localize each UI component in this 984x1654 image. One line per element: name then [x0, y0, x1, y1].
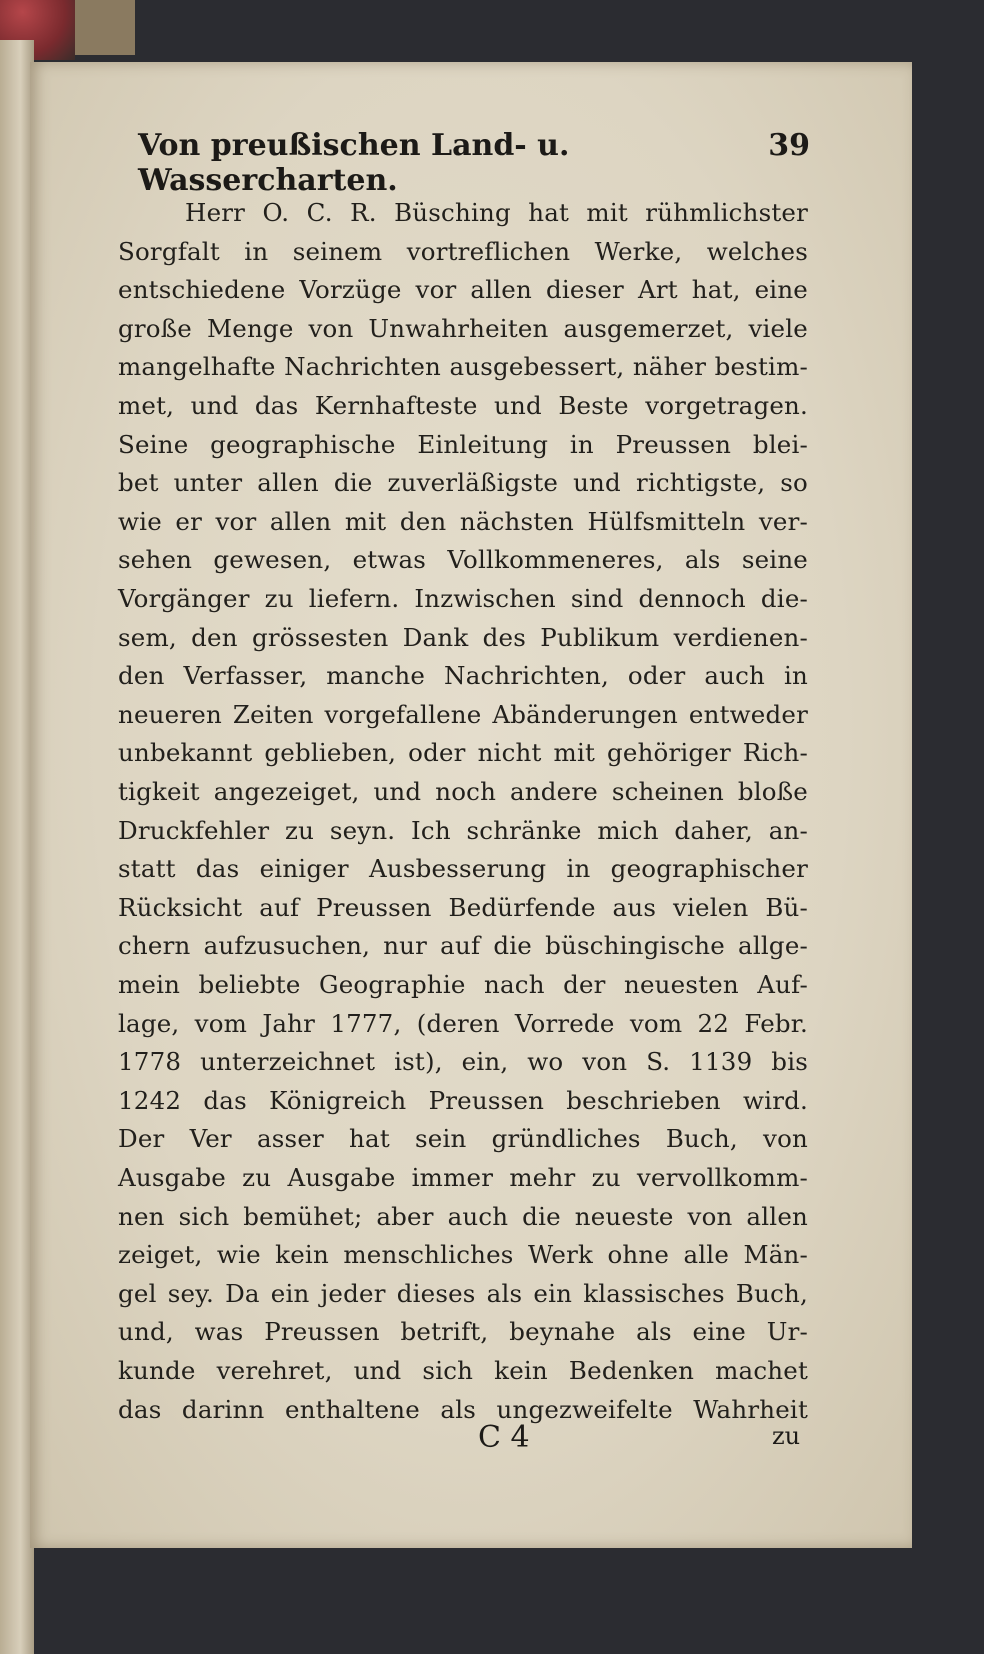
- text-line: mangelhafte Nachrichten ausgebessert, näher bestim-: [118, 352, 808, 382]
- text-line: sehen gewesen, etwas Vollkommeneres, als seine: [118, 545, 808, 575]
- text-line: 1242 das Königreich Preussen beschrieben wird.: [118, 1085, 808, 1115]
- catchword: zu: [772, 1422, 801, 1450]
- running-title: Von preußischen Land- u. Wassercharten.: [138, 128, 570, 198]
- book-spine: [75, 0, 135, 55]
- page-number: 39: [768, 128, 810, 163]
- text-line: Sorgfalt in seinem vortreflichen Werke, welches: [118, 236, 808, 266]
- text-line: neueren Zeiten vorgefallene Abänderungen entweder: [118, 699, 808, 729]
- text-line: kunde verehret, und sich kein Bedenken machet: [118, 1356, 808, 1385]
- text-line: Der Ver asser hat sein gründliches Buch, von: [118, 1124, 808, 1154]
- text-line: mein beliebte Geographie nach der neuesten Auf-: [118, 970, 808, 999]
- text-line: Ausgabe zu Ausgabe immer mehr zu vervollkomm-: [118, 1163, 808, 1192]
- text-line: tigkeit angezeiget, und noch andere scheinen bloße: [118, 777, 808, 806]
- text-line: den Verfasser, manche Nachrichten, oder auch in: [118, 661, 808, 691]
- text-line: zeiget, wie kein menschliches Werk ohne alle Män-: [118, 1240, 808, 1270]
- text-line: met, und das Kernhafteste und Beste vorgetragen.: [118, 391, 808, 420]
- text-line: Rücksicht auf Preussen Bedürfende aus vielen Bü-: [118, 892, 808, 922]
- signature-mark: C 4: [478, 1420, 530, 1455]
- text-line: bet unter allen die zuverläßigste und richtigste, so: [118, 468, 808, 498]
- text-line: statt das einiger Ausbesserung in geographischer: [118, 854, 808, 884]
- text-line: Seine geographische Einleitung in Preussen blei-: [118, 429, 808, 459]
- text-line: Druckfehler zu seyn. Ich schränke mich daher, an-: [118, 815, 808, 845]
- page-header: [138, 128, 810, 198]
- text-line: unbekannt geblieben, oder nicht mit gehöriger Rich-: [118, 738, 808, 768]
- text-line: sem, den grössesten Dank des Publikum verdienen-: [118, 622, 808, 652]
- text-line: und, was Preussen betrift, beynahe als eine Ur-: [118, 1317, 808, 1347]
- text-line: 1778 unterzeichnet ist), ein, wo von S. 1139 bis: [118, 1047, 808, 1077]
- text-line: Herr O. C. R. Büsching hat mit rühmlichster: [185, 198, 808, 227]
- text-line: chern aufzusuchen, nur auf die büschingische allge-: [118, 931, 808, 961]
- text-line: gel sey. Da ein jeder dieses als ein klassisches Buch,: [118, 1278, 808, 1308]
- text-line: große Menge von Unwahrheiten ausgemerzet, viele: [118, 313, 808, 343]
- text-line: nen sich bemühet; aber auch die neueste von allen: [118, 1201, 808, 1231]
- facing-page-edge: [0, 40, 34, 1654]
- text-line: wie er vor allen mit den nächsten Hülfsmitteln ver-: [118, 506, 808, 536]
- text-line: Vorgänger zu liefern. Inzwischen sind dennoch die-: [118, 584, 808, 613]
- text-line: lage, vom Jahr 1777, (deren Vorrede vom 22 Febr.: [118, 1008, 808, 1038]
- text-line: entschiedene Vorzüge vor allen dieser Art hat, eine: [118, 275, 808, 305]
- text-line: das darinn enthaltene als ungezweifelte Wahrheit: [118, 1394, 808, 1424]
